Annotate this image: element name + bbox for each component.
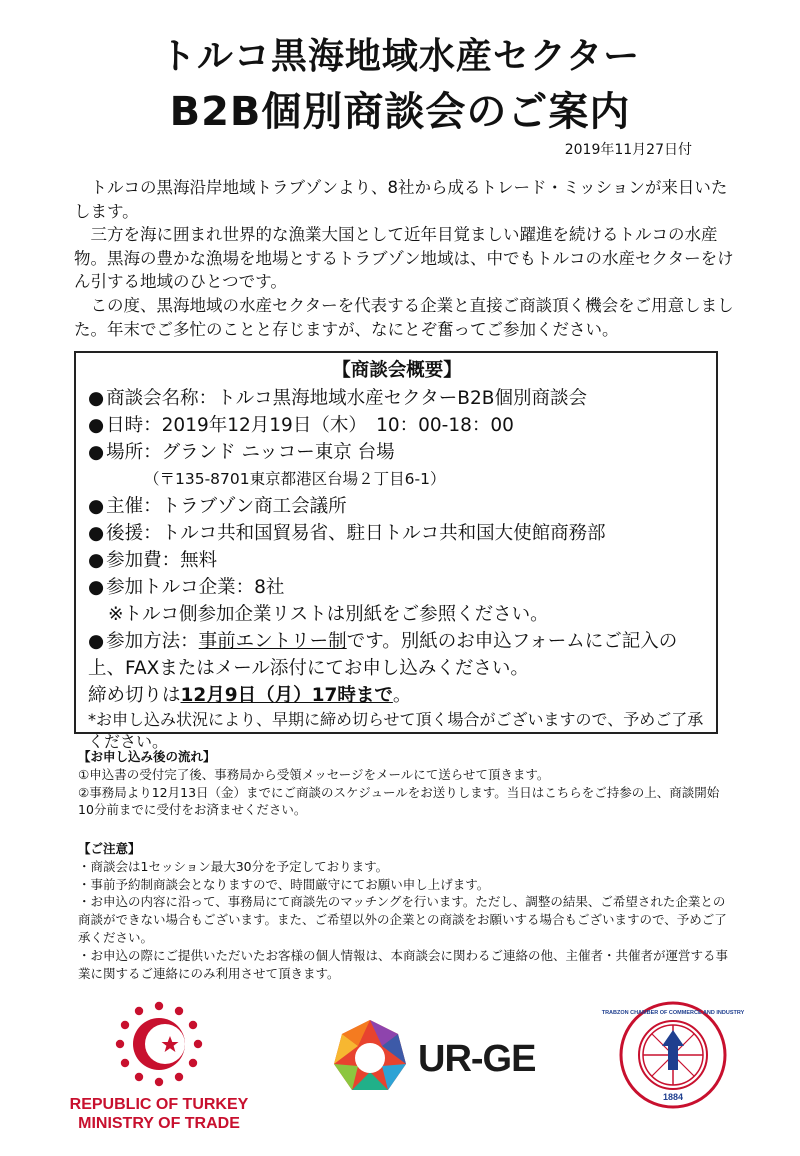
overview-venue: ● 場所：グランド ニッコー東京 台場 [88,442,395,463]
notes-section [78,840,728,982]
bullet-icon: ● [88,415,105,436]
flow-item: ①申込書の受付完了後、事務局から受領メッセージをメールにて送らせて頂きます。 [78,766,550,782]
overview-box [74,351,718,751]
urge-heptagon-icon [330,1016,410,1096]
bullet-icon: ● [88,631,105,652]
notes-heading: 【ご注意】 [78,841,141,856]
ministry-of-trade-logo [66,998,252,1138]
ministry-emblem-icon [66,998,252,1092]
overview-deadline: 締め切りは12月9日（月）17時まで。 [88,685,412,706]
urge-logo [330,1010,542,1102]
bullet-icon: ● [88,577,105,598]
overview-address: （〒135-8701東京都港区台場２丁目6-1） [144,470,446,488]
overview-fee: ● 参加費：無料 [88,550,218,571]
bullet-icon: ● [88,388,105,409]
notes-item: ・商談会は1セッション最大30分を予定しております。 [78,858,389,874]
flow-heading: 【お申し込み後の流れ】 [78,749,216,764]
intro-paragraph: この度、黒海地域の水産セクターを代表する企業と直接ご商談頂く機会をご用意しました。年末でご多忙のことと存じますが、なにとぞ奮ってご参加ください。 [74,295,734,339]
overview-method: ● 参加方法：事前エントリー制です。別紙のお申込フォームにご記入の上、FAXまたはメール添付にてお申し込みください。 [88,631,678,679]
notes-item: ・お申込の際にご提供いただいたお客様の個人情報は、本商談会に関わるご連絡の他、主催者・共催者が運営する事業に関するご連絡にのみ利用させて頂きます。 [78,947,729,981]
bullet-icon: ● [88,523,105,544]
overview-support: ● 後援：トルコ共和国貿易省、駐日トルコ共和国大使館商務部 [88,523,606,544]
chamber-year: 1884 [662,1092,684,1102]
chamber-of-commerce-logo [601,1000,745,1110]
overview-title: 【商談会概要】 [332,360,462,381]
bullet-icon: ● [88,496,105,517]
logos-row [0,998,800,1148]
overview-event-name: ● 商談会名称：トルコ黒海地域水産セクターB2B個別商談会 [88,388,587,409]
bullet-icon: ● [88,442,105,463]
intro-text [74,176,734,341]
flow-section [78,748,728,819]
intro-paragraph: トルコの黒海沿岸地域トラブゾンより、8社から成るトレード・ミッションが来日いたします。 [74,178,728,221]
deadline-date: 12月9日（月）17時まで [180,685,393,706]
title-line-1: トルコ黒海地域水産セクター [159,36,641,77]
overview-companies-note: ※トルコ側参加企業リストは別紙をご参照ください。 [108,604,549,625]
title-line-2: B2B個別商談会のご案内 [169,89,631,135]
notes-item: ・事前予約制商談会となりますので、時間厳守にてお願い申し上げます。 [78,876,490,892]
overview-organizer: ● 主催：トラブゾン商工会議所 [88,496,347,517]
overview-companies: ● 参加トルコ企業：8社 [88,577,285,598]
chamber-name: TRABZON CHAMBER OF COMMERCE AND INDUSTRY [601,1010,745,1016]
overview-datetime: ● 日時：2019年12月19日（木） 10：00-18：00 [88,415,514,436]
ministry-line-1: REPUBLIC OF TURKEY [69,1096,249,1113]
urge-text: UR-GE [418,1038,536,1080]
ministry-line-2: MINISTRY OF TRADE [78,1115,240,1132]
entry-link: 事前エントリー制 [198,631,347,652]
flow-item: ②事務局より12月13日（金）までにご商談のスケジュールをお送りします。当日はこちらをご持参の上、商談開始10分前までに受付をお済ませください。 [78,784,720,818]
bullet-icon: ● [88,550,105,571]
issue-date: 2019年11月27日付 [564,142,692,158]
intro-paragraph: 三方を海に囲まれ世界的な漁業大国として近年目覚ましい躍進を続けるトルコの水産物。黒海の豊かな漁場を地場とするトラブゾン地域は、中でもトルコの水産セクターをけん引する地域のひとつです。 [74,225,734,292]
overview-early-note: *お申し込み状況により、早期に締め切らせて頂く場合がございますので、予めご了承ください。 [88,710,704,751]
notes-item: ・お申込の内容に沿って、事務局にて商談先のマッチングを行います。ただし、調整の結果、ご希望された企業との商談ができない場合もございます。また、ご希望以外の企業との商談をお願いする場合もございますので、予めご了承ください。 [78,894,727,945]
chamber-seal-icon [601,1000,745,1110]
